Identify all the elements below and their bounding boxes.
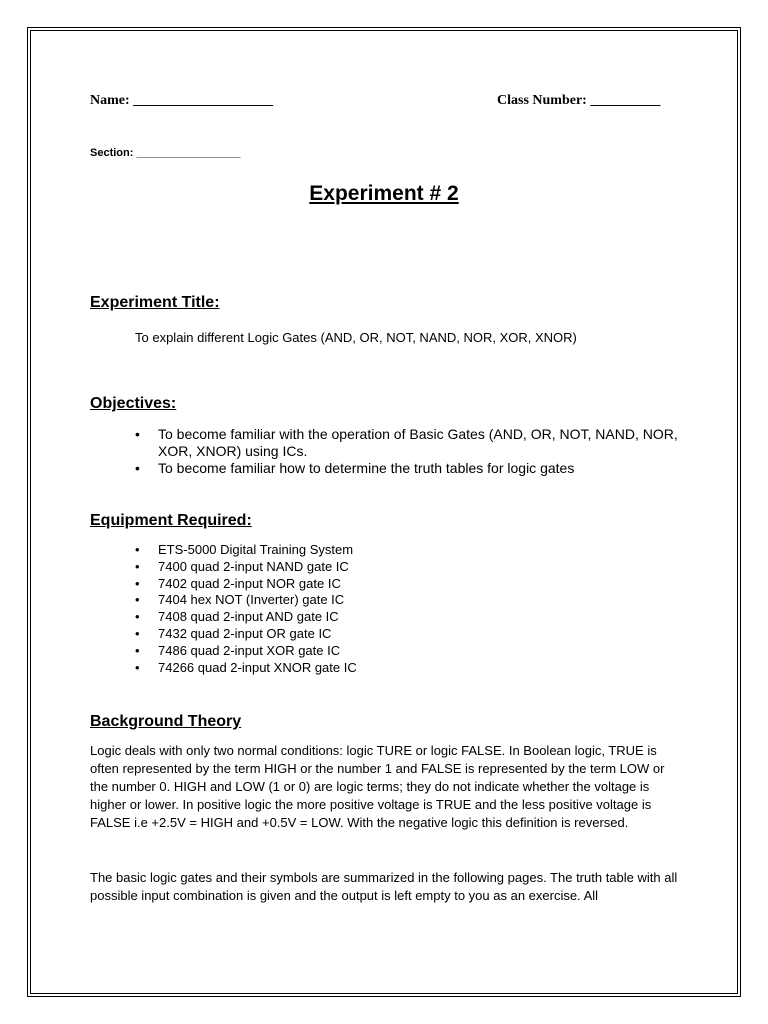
equipment-item: • 7432 quad 2-input OR gate IC [135, 626, 535, 643]
equipment-item: • 7400 quad 2-input NAND gate IC [135, 559, 535, 576]
equipment-item: • 7486 quad 2-input XOR gate IC [135, 643, 535, 660]
equipment-item: • 7408 quad 2-input AND gate IC [135, 609, 535, 626]
equipment-heading: Equipment Required: [90, 512, 252, 529]
background-paragraph-2: The basic logic gates and their symbols are summarized in the following pages. The truth table with all possible input combination is given and the output is left empty to you as an exercise. All [90, 870, 678, 903]
experiment-title-text: To explain different Logic Gates (AND, OR, NOT, NAND, NOR, XOR, XNOR) [135, 330, 577, 345]
objective-item: • To become familiar how to determine the truth tables for logic gates [135, 460, 695, 477]
equipment-item: • ETS-5000 Digital Training System [135, 542, 535, 559]
background-paragraph-1: Logic deals with only two normal conditions: logic TURE or logic FALSE. In Boolean logic, TRUE is often represented by the term HIGH or the number 1 and FALSE is represented by the term LOW or the number 0. HIGH and LOW (1 or 0) are logic terms; they do not indicate whether the voltage is higher or lower. In positive logic the more positive voltage is TRUE and the less positive voltage is FALSE i.e +2.5V = HIGH and +0.5V = LOW. With the negative logic this definition is reversed. [90, 743, 665, 830]
section-field-label: Section: _________________ [90, 147, 241, 159]
background-theory-heading: Background Theory [90, 713, 242, 730]
name-field-label: Name: ____________________ [90, 93, 274, 108]
class-number-field-label: Class Number: __________ [497, 93, 661, 108]
experiment-title-heading: Experiment Title: [90, 294, 220, 311]
page-title: Experiment # 2 [309, 182, 459, 205]
equipment-list [135, 542, 535, 676]
objectives-list [135, 426, 695, 477]
equipment-item: • 7404 hex NOT (Inverter) gate IC [135, 592, 535, 609]
objectives-heading: Objectives: [90, 395, 177, 412]
equipment-item: • 7402 quad 2-input NOR gate IC [135, 576, 535, 593]
objective-item: • To become familiar with the operation of Basic Gates (AND, OR, NOT, NAND, NOR, XOR, XNOR) using ICs. [135, 426, 695, 460]
equipment-item: • 74266 quad 2-input XNOR gate IC [135, 660, 535, 677]
